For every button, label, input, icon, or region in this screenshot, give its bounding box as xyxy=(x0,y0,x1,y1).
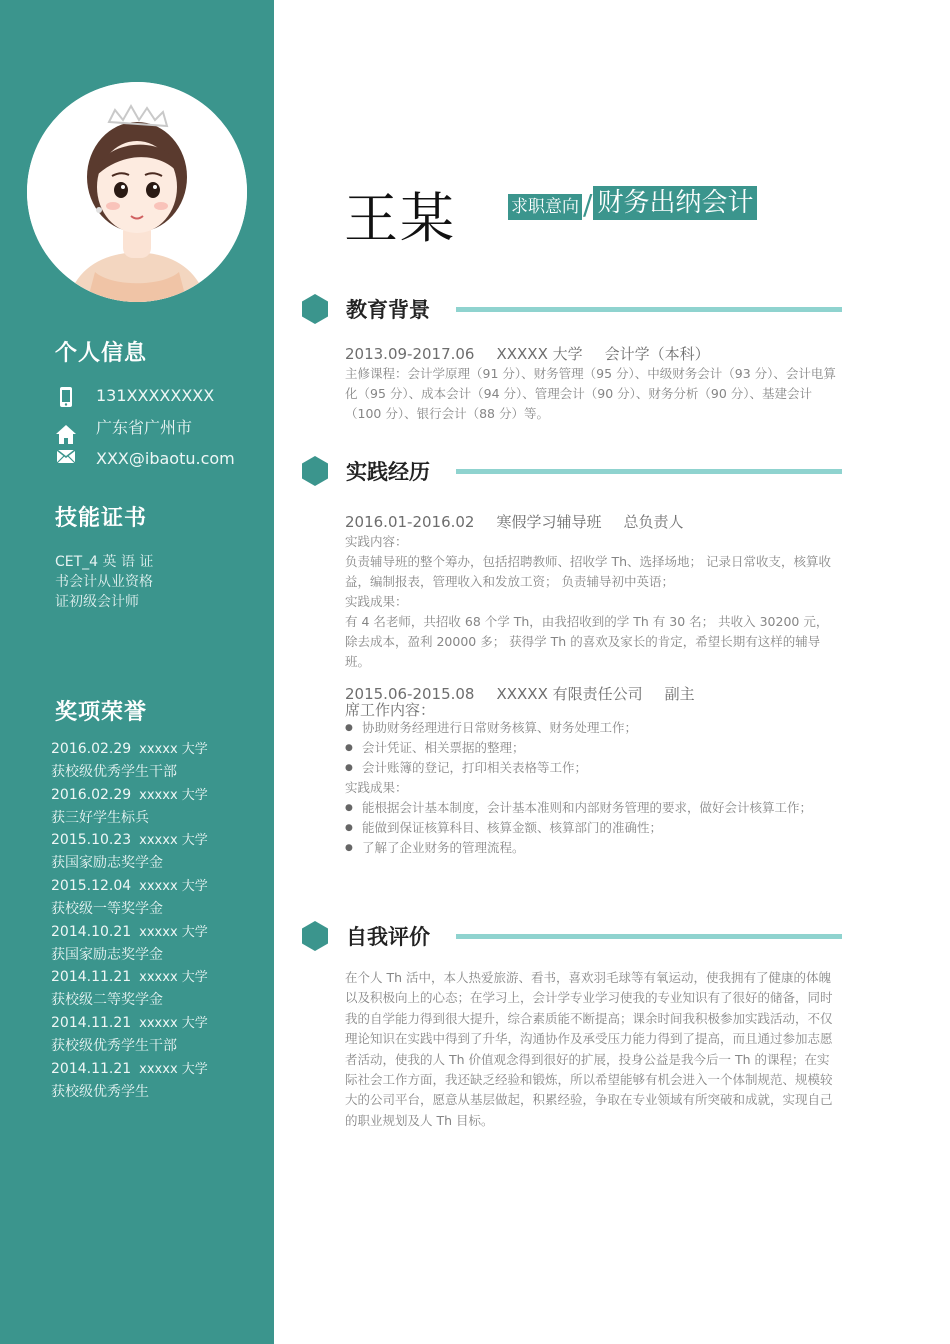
skills-line: 证初级会计师 xyxy=(55,594,139,610)
practice-heading: 实践经历 xyxy=(346,460,430,484)
award-title: 获校级二等奖学金 xyxy=(51,992,163,1009)
practice-entry1-org: 寒假学习辅导班 xyxy=(496,513,602,531)
practice-entry2-period: 2015.06-2015.08 xyxy=(345,685,475,703)
mail-icon xyxy=(55,445,77,467)
contact-email xyxy=(55,447,265,473)
education-section-header xyxy=(302,294,842,328)
address-text: 广东省广州市 xyxy=(96,418,193,437)
award-item xyxy=(51,966,266,1012)
practice-entry1-result: 有 4 名老师，共招收 68 个学 Th，由我招收到的学 Th 有 30 名； 共收入 30200 元，除去成本，盈利 20000 多； 获得学 Th 的喜欢及家长的肯定，希望长期有这样的辅导班。 xyxy=(345,614,829,669)
skills-text xyxy=(55,552,185,612)
practice-section-header xyxy=(302,456,842,490)
email-text: XXX@ibaotu.com xyxy=(96,449,235,468)
practice-entry2-result-label: 实践成果： xyxy=(345,780,408,795)
job-intention-slash: / xyxy=(583,188,593,221)
hexagon-icon xyxy=(302,921,328,951)
practice-entry2-org: XXXXX 有限责任公司 xyxy=(496,685,643,703)
self-eval-heading: 自我评价 xyxy=(346,925,430,949)
award-title: 获校级优秀学生 xyxy=(51,1083,149,1100)
skills-line: 书会计从业资格 xyxy=(55,574,153,590)
practice-entry2-work-list xyxy=(345,718,839,778)
practice-entry1-body xyxy=(345,532,839,672)
award-item xyxy=(51,921,266,967)
contact-phone xyxy=(55,384,265,410)
education-school: XXXXX 大学 xyxy=(496,345,583,363)
award-title: 获校级优秀学生干部 xyxy=(51,764,177,780)
self-eval-text: 在个人 Th 活中，本人热爱旅游、看书，喜欢羽毛球等有氧运动，使我拥有了健康的体魄以及积极向上的心态；在学习上，会计学专业学习使我的专业知识有了很好的储备，同时我的自学能力得到很大提升，综合素质能不断提高；课余时间我积极参加实践活动，不仅理论知识在实践中得到了升华，沟通协作及承受压力能力得到了提高，而且通过参加志愿者活动，使我的人 Th 价值观念得到很好的扩展，投身公益是我今后一 Th 的课程；在实际社会工作方面，我还缺乏经验和锻炼，所以希望能够有机会进入一个体制规范、规模较大的公司平台，愿意从基层做起，积累经验，争取在专业领域有所突破和成就，实现自己的职业规划及人 Th 目标。 xyxy=(345,970,833,1128)
home-icon xyxy=(55,423,77,445)
self-eval-section-header xyxy=(302,921,842,955)
award-item xyxy=(51,784,266,830)
award-title: 获校级一等奖学金 xyxy=(51,901,163,918)
list-item: ● 能根据会计基本制度，会计基本准则和内部财务管理的要求，做好会计核算工作； xyxy=(345,798,839,818)
job-intention-value: 财务出纳会计 xyxy=(593,186,757,220)
education-courses: 主修课程：会计学原理（91 分）、财务管理（95 分）、中级财务会计（93 分）、会计电算化（95 分）、成本会计（94 分）、管理会计（90 分）、财务分析（90 分）、基建会计（100 分）、银行会计（88 分）等。 xyxy=(345,366,836,421)
award-item xyxy=(51,1058,266,1104)
education-period: 2013.09-2017.06 xyxy=(345,345,475,363)
practice-entry2-body xyxy=(345,718,839,858)
hexagon-icon xyxy=(302,456,328,486)
award-date: 2014.11.21 xyxy=(51,1015,132,1032)
award-date: 2014.11.21 xyxy=(51,1060,132,1077)
award-date: 2014.11.21 xyxy=(51,969,132,986)
contact-address xyxy=(55,413,265,439)
award-title: 获校级优秀学生干部 xyxy=(51,1038,177,1055)
award-school: xxxxx 大学 xyxy=(139,924,208,940)
job-intention-badge xyxy=(508,186,757,220)
awards-list xyxy=(51,738,266,1104)
job-intention-label: 求职意向 xyxy=(508,194,582,220)
awards-heading: 奖项荣誉 xyxy=(55,700,148,725)
award-date: 2016.02.29 xyxy=(51,786,132,803)
phone-text: 131XXXXXXXX xyxy=(96,386,215,405)
award-item xyxy=(51,829,266,875)
section-divider-line xyxy=(456,469,842,474)
award-school: xxxxx 大学 xyxy=(139,742,208,757)
skills-line: CET_4 英 语 证 xyxy=(55,554,154,570)
award-date: 2014.10.21 xyxy=(51,923,132,940)
candidate-name: 王某 xyxy=(344,187,456,250)
award-item xyxy=(51,1012,266,1058)
section-divider-line xyxy=(456,934,842,939)
hexagon-icon xyxy=(302,294,328,324)
award-item xyxy=(51,738,266,784)
practice-entry1-content-label: 实践内容： xyxy=(345,534,408,549)
award-school: xxxxx 大学 xyxy=(139,1061,208,1077)
education-entry-header xyxy=(345,343,732,364)
sidebar xyxy=(0,0,274,1344)
practice-entry1-result-label: 实践成果： xyxy=(345,594,408,609)
personal-info-heading: 个人信息 xyxy=(55,341,148,366)
list-item: ● 能做到保证核算科目、核算金额、核算部门的准确性； xyxy=(345,818,839,838)
education-heading: 教育背景 xyxy=(346,298,430,322)
award-title: 获国家励志奖学金 xyxy=(51,946,163,963)
practice-entry1-content: 负责辅导班的整个筹办，包括招聘教师、招收学 Th、选择场地； 记录日常收支，核算收益，编制报表，管理收入和发放工资； 负责辅导初中英语； xyxy=(345,554,832,589)
cartoon-woman-avatar-icon xyxy=(27,82,247,302)
practice-entry2-role: 副主 xyxy=(664,685,695,703)
phone-icon xyxy=(55,386,77,408)
list-item: ● 协助财务经理进行日常财务核算、财务处理工作； xyxy=(345,718,839,738)
award-school: xxxxx 大学 xyxy=(139,833,208,849)
award-school: xxxxx 大学 xyxy=(139,970,208,986)
practice-entry1-period: 2016.01-2016.02 xyxy=(345,513,475,531)
award-date: 2015.10.23 xyxy=(51,832,132,849)
award-title: 获国家励志奖学金 xyxy=(51,855,163,872)
practice-entry2-role-cont: 席工作内容： xyxy=(345,701,436,719)
award-school: xxxxx 大学 xyxy=(139,1016,208,1032)
award-item xyxy=(51,875,266,921)
practice-entry1-role: 总负责人 xyxy=(623,513,684,531)
award-school: xxxxx 大学 xyxy=(139,787,208,803)
award-date: 2015.12.04 xyxy=(51,878,132,895)
award-school: xxxxx 大学 xyxy=(139,879,208,895)
skills-heading: 技能证书 xyxy=(55,506,148,531)
avatar xyxy=(27,82,247,302)
list-item: ● 会计账簿的登记，打印相关表格等工作； xyxy=(345,758,839,778)
practice-entry1-header xyxy=(345,511,706,532)
award-date: 2016.02.29 xyxy=(51,741,132,757)
list-item: ● 会计凭证、相关票据的整理； xyxy=(345,738,839,758)
list-item: ● 了解了企业财务的管理流程。 xyxy=(345,838,839,858)
education-major: 会计学（本科） xyxy=(604,345,710,363)
award-title: 获三好学生标兵 xyxy=(51,809,149,826)
section-divider-line xyxy=(456,307,842,312)
practice-entry2-result-list xyxy=(345,798,839,858)
